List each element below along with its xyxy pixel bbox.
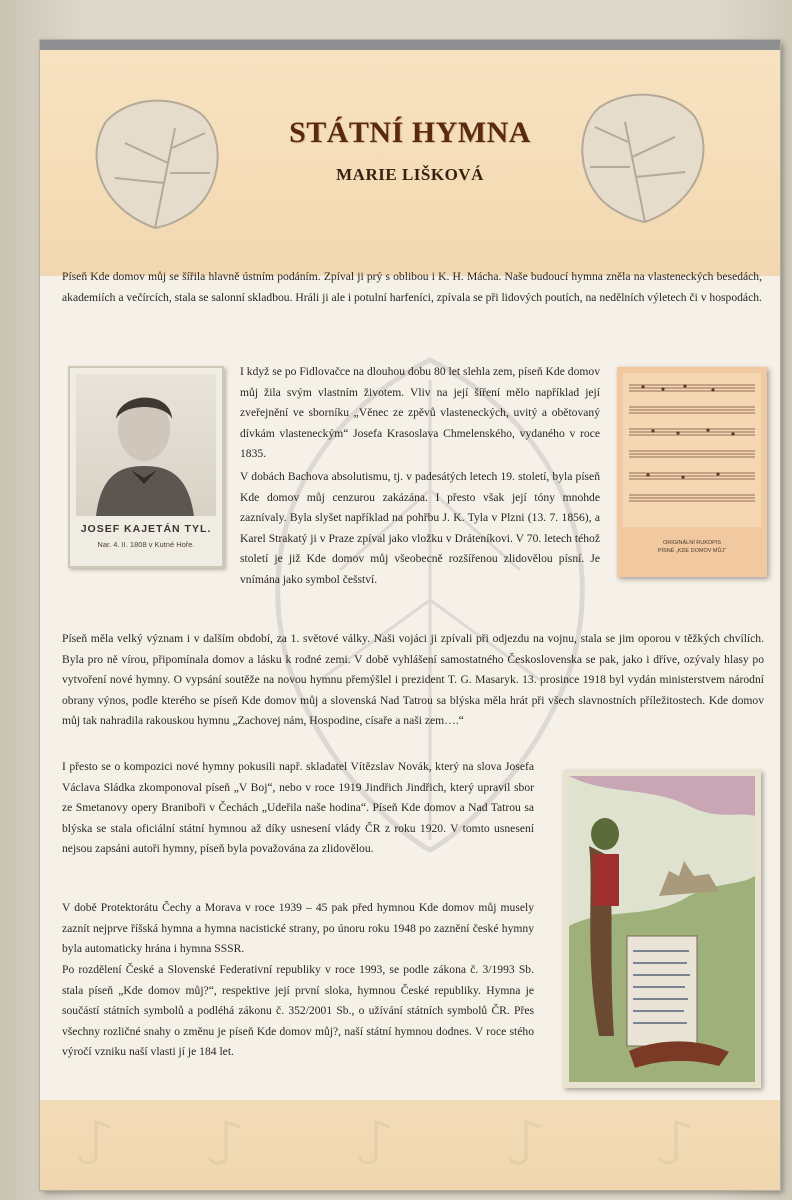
left-linden-leaf-icon [80, 88, 230, 238]
poster [40, 40, 780, 1190]
manuscript-image [617, 367, 767, 577]
manuscript-caption-line2: PÍSNĚ „KDE DOMOV MŮJ“ [657, 548, 727, 554]
manuscript-caption-line1: ORIGINÁLNÍ RUKOPIS [662, 540, 722, 546]
portrait-caption: Nar. 4. II. 1808 v Kutné Hoře. [97, 540, 195, 549]
manuscript-caption [617, 539, 767, 555]
poster-rail [40, 40, 780, 50]
author-name: MARIE LIŠKOVÁ [336, 165, 484, 184]
middle-paragraph: I když se po Fidlovačce na dlouhou dobu 80 let slehla zem, píseň Kde domov můj žila svým vlastním životem. Vliv na její šíření mělo například její zveřejnění ve sborníku „Věnec ze zpěvů vlasteneckých, uvitý a obětovaný dívkám vlasteneckým“ Josefa Krasoslava Chmelenského, vydaného v roce 1835. [240, 365, 600, 460]
today-paragraph: Po rozdělení České a Slovenské Federativní republiky v roce 1993, se podle zákona č. 3/1993 Sb. stala píseň „Kde domov můj?“, respektive její první sloka, hymnou České republiky. Hymna je součástí státních symbolů a podléhá zákonu č. 352/2001 Sb., o užívání státních symbolů ČR. Přes všechny rozličné snahy o změnu je píseň Kde domov můj?, naší státní hymnou dodnes. V roce stého výročí vzniku naší vlasti jí je 184 let. [62, 963, 534, 1058]
wwi-paragraph: Píseň měla velký význam i v dalším období, za 1. světové války. Naši vojáci ji zpívali při odjezdu na vojnu, stala se jim oporou v těžkých chvílích. Byla pro ně vírou, připomínala domov a lásku k rodné zemi. V době vyhlášení samostatného Československa se pak, jako i dříve, ozývaly hlasy po vytvoření nové hymny. O vypsání soutěže na novou hymnu přemýšlel i prezident T. G. Masaryk. 13. prosince 1918 byl vydán ministerstvem národní obrany výnos, podle kterého se píseň Kde domov můj a slovenská Nad Tatrou sa blýska měla hrát při všech slavnostních příležitostech. Kde domov můj tak nahradila rakouskou hymnu „Zachovej nám, Hospodine, císaře a naši zem….“ [62, 632, 764, 727]
score-sheet [623, 373, 761, 527]
anthem-painting [563, 770, 761, 1088]
protektorat-paragraph: V době Protektorátu Čechy a Morava v roce 1939 – 45 pak před hymnou Kde domov můj musely zaznít nejprve říšská hymna a hymna nacistické strany, po únoru roku 1948 po zaznění české hymny byla automaticky hrána i hymna SSSR. [62, 901, 534, 955]
patriot-painting-icon [569, 776, 755, 1082]
tyl-portrait [68, 366, 224, 568]
portrait-face-icon [76, 374, 216, 516]
portrait-name: JOSEF KAJETÁN TYL. [80, 523, 212, 535]
music-notes-decoration-icon [40, 1112, 780, 1172]
page-title: STÁTNÍ HYMNA [289, 116, 531, 149]
right-linden-leaf-icon [570, 82, 720, 232]
intro-paragraph: Píseň Kde domov můj se šířila hlavně ústním podáním. Zpíval ji prý s oblibou i K. H. Mácha. Naše budoucí hymna zněla na vlasteneckých besedách, akademiích a večírcích, stala se salonní skladbou. Hráli ji ale i potulní harfeníci, zpívala se při lidových poutích, na nedělních výletech či v hospodách. [62, 270, 762, 304]
music-score-icon [623, 373, 761, 527]
novak-paragraph: I přesto se o kompozici nové hymny pokusili např. skladatel Vítězslav Novák, který na slova Josefa Václava Sládka zkomponoval píseň „V Boj“, nebo v roce 1919 Jindřich Jindřich, který upravil sbor ze Smetanovy opery Braniboři v Čechách „Udeřila naše hodina“. Píseň Kde domov a Nad Tatrou sa blýska se stala oficiální státní hymnou až díky usnesení vlády ČR z roku 1920. V tomto usnesení nejsou zapsáni autoři hymny, píseň byla považována za zlidovělou. [62, 760, 534, 855]
bach-paragraph: V dobách Bachova absolutismu, tj. v padesátých letech 19. století, byla píseň Kde domov můj cenzurou zakázána. I přesto však její tóny mnohde zaznívaly. Byla slyšet například na pohřbu J. K. Tyla v Plzni (13. 7. 1856), a Karel Strakatý ji v Praze zpíval jako vložku v Dráteníkovi. V 70. letech téhož století je již Kde domov můj všeobecně rozšířenou zlidovělou písní. Je vnímána jako symbol češství. [240, 470, 600, 586]
portrait-image [76, 374, 216, 516]
